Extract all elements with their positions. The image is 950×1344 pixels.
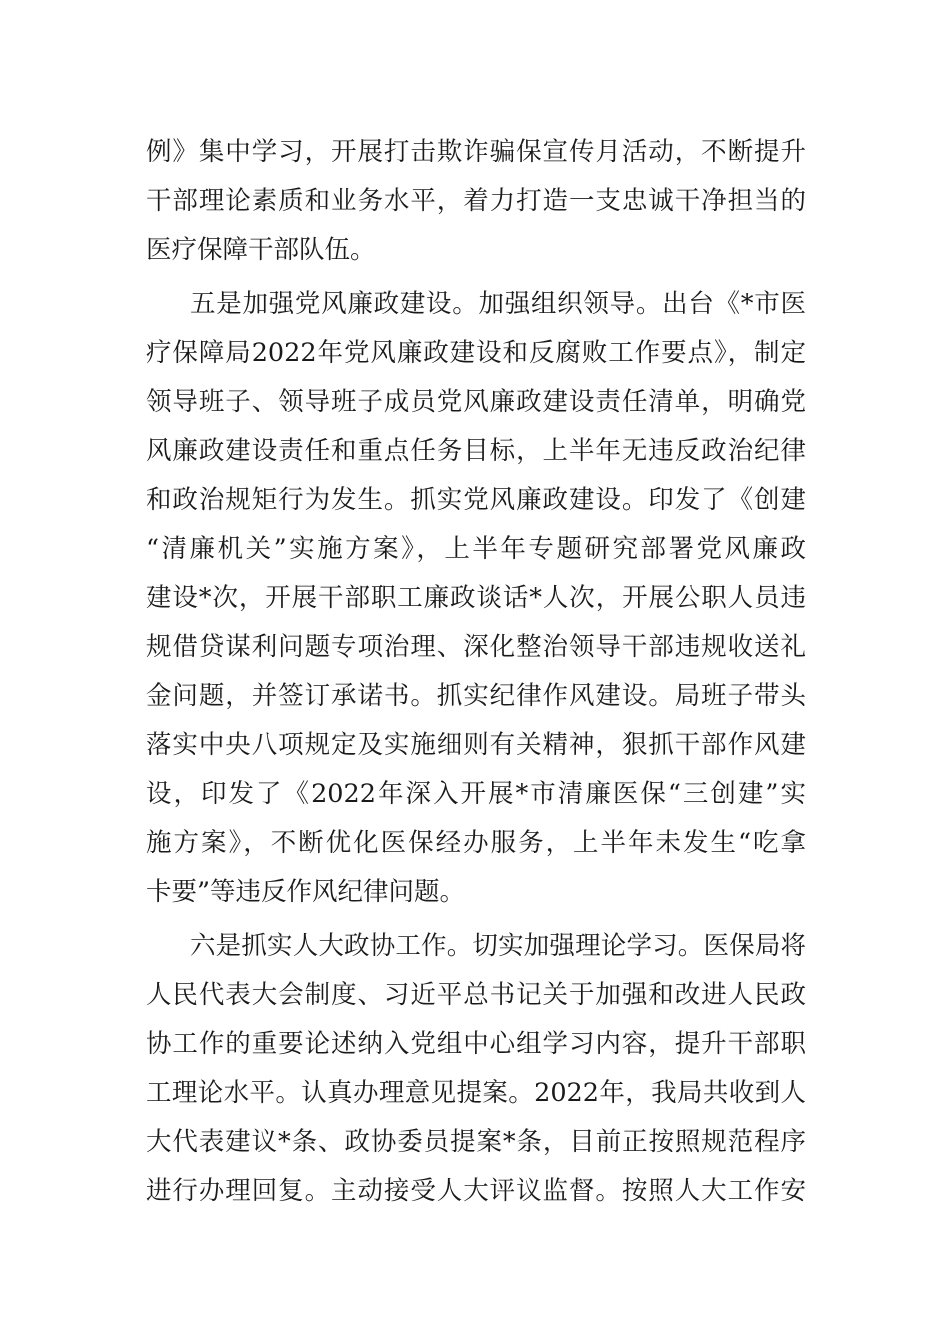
text-line: 规借贷谋利问题专项治理、深化整治领导干部违规收送礼 [146,632,806,662]
text-line: 风廉政建设责任和重点任务目标，上半年无违反政治纪律 [146,436,806,466]
text-line: 领导班子、领导班子成员党风廉政建设责任清单，明确党 [146,387,806,417]
text-line: 医疗保障干部队伍。 [146,235,376,265]
text-line: 六是抓实人大政协工作。切实加强理论学习。医保局将 [190,931,806,961]
text-line: 人民代表大会制度、习近平总书记关于加强和改进人民政 [146,980,806,1010]
text-line: 协工作的重要论述纳入党组中心组学习内容，提升干部职 [146,1029,806,1059]
text-line: 建设*次，开展干部职工廉政谈话*人次，开展公职人员违 [146,583,806,613]
paragraph-npc-cppcc [146,922,806,1216]
document-body [146,128,806,1216]
paragraph-party-conduct [146,280,806,917]
text-line: 大代表建议*条、政协委员提案*条，目前正按照规范程序 [146,1127,806,1157]
text-line: 施方案》，不断优化医保经办服务，上半年未发生“吃拿 [146,828,806,858]
text-line: 卡要”等违反作风纪律问题。 [146,877,466,907]
text-line: 五是加强党风廉政建设。加强组织领导。出台《*市医 [190,289,806,319]
paragraph-education [146,128,806,275]
text-line: 落实中央八项规定及实施细则有关精神，狠抓干部作风建 [146,730,806,760]
text-line: 金问题，并签订承诺书。抓实纪律作风建设。局班子带头 [146,681,806,711]
text-line: 工理论水平。认真办理意见提案。2022年，我局共收到人 [146,1078,806,1108]
text-line: 进行办理回复。主动接受人大评议监督。按照人大工作安 [146,1176,806,1206]
text-line: 例》集中学习，开展打击欺诈骗保宣传月活动，不断提升 [146,137,806,167]
text-line: 设，印发了《2022年深入开展*市清廉医保“三创建”实 [146,779,806,809]
text-line: 和政治规矩行为发生。抓实党风廉政建设。印发了《创建 [146,485,806,515]
text-line: “清廉机关”实施方案》，上半年专题研究部署党风廉政 [146,534,806,564]
text-line: 疗保障局2022年党风廉政建设和反腐败工作要点》，制定 [146,338,806,368]
text-line: 干部理论素质和业务水平，着力打造一支忠诚干净担当的 [146,186,806,216]
